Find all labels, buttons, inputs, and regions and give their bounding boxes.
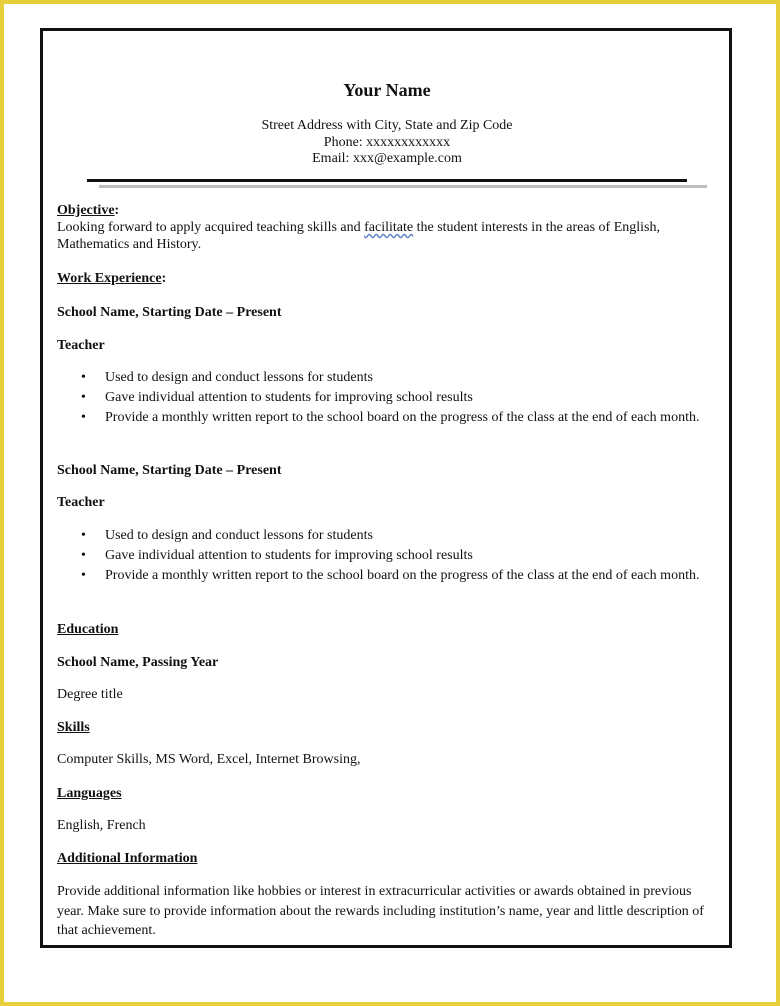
email-line: Email: xxx@example.com bbox=[312, 151, 462, 166]
objective-text bbox=[57, 219, 717, 253]
job-2-bullet: • Gave individual attention to students for improving school results bbox=[57, 546, 717, 566]
job-2-bullet: • Used to design and conduct lessons for students bbox=[57, 526, 717, 546]
header-rule-dark bbox=[87, 179, 687, 182]
resume-name: Your Name bbox=[343, 80, 431, 100]
objective-section bbox=[57, 203, 717, 253]
job-1-bullet: • Gave individual attention to students for improving school results bbox=[57, 388, 717, 408]
job-1-bullet: • Provide a monthly written report to the school board on the progress of the class at the end of each month. bbox=[57, 408, 717, 428]
job-1-bullets bbox=[57, 368, 717, 428]
education-degree: Degree title bbox=[57, 687, 123, 702]
skills-text: Computer Skills, MS Word, Excel, Internet Browsing, bbox=[57, 752, 361, 767]
job-1-bullet: • Used to design and conduct lessons for students bbox=[57, 368, 717, 388]
address-line: Street Address with City, State and Zip Code bbox=[261, 118, 513, 133]
header-rule-light bbox=[99, 185, 707, 188]
education-heading: Education bbox=[57, 622, 119, 637]
languages-heading: Languages bbox=[57, 786, 122, 801]
job-2-bullet: • Provide a monthly written report to the school board on the progress of the class at the end of each month. bbox=[57, 566, 717, 586]
languages-text: English, French bbox=[57, 818, 146, 833]
contact-block bbox=[57, 118, 717, 168]
job-2-role: Teacher bbox=[57, 495, 105, 510]
education-school: School Name, Passing Year bbox=[57, 655, 219, 670]
additional-heading: Additional Information bbox=[57, 851, 198, 866]
job-2-bullets bbox=[57, 526, 717, 586]
job-1-role: Teacher bbox=[57, 338, 105, 353]
skills-heading: Skills bbox=[57, 720, 90, 735]
additional-text: Provide additional information like hobbies or interest in extracurricular activities or awards obtained in previous year. Make sure to provide information about the rewards including institution’s name, year and little description of that achievement. bbox=[57, 884, 704, 938]
objective-text-start: Looking forward to apply acquired teaching skills and bbox=[57, 220, 365, 235]
objective-heading-colon: : bbox=[114, 203, 120, 218]
spellcheck-word: facilitate bbox=[364, 220, 414, 235]
resume-page bbox=[40, 28, 732, 948]
phone-line: Phone: xxxxxxxxxxxx bbox=[323, 134, 451, 150]
work-heading-row bbox=[57, 271, 717, 287]
objective-heading: Objective bbox=[57, 203, 115, 218]
job-2-school: School Name, Starting Date – Present bbox=[57, 463, 282, 478]
job-1-school: School Name, Starting Date – Present bbox=[57, 305, 282, 320]
work-heading-colon: : bbox=[161, 271, 167, 286]
objective-text-end: the student interests in the areas of English, Mathematics and History. bbox=[57, 220, 660, 252]
work-heading: Work Experience bbox=[57, 271, 162, 286]
